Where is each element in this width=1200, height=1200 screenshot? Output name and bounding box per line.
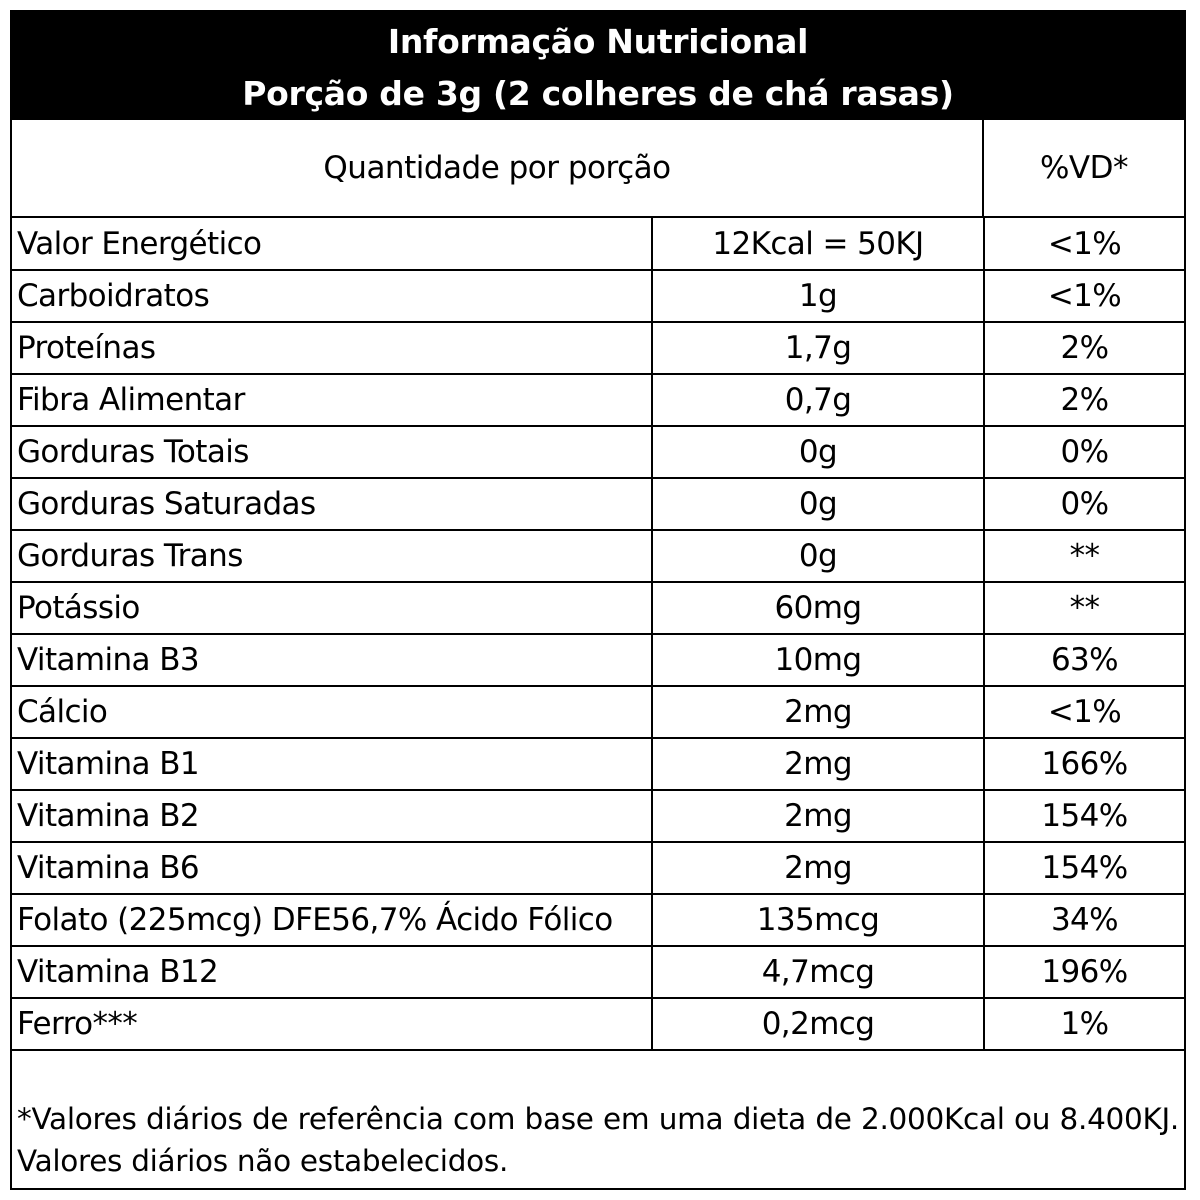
nutrient-amount: 2mg: [652, 842, 984, 894]
table-row: [12, 946, 1184, 998]
serving-size: Porção de 3g (2 colheres de chá rasas): [242, 74, 954, 113]
nutrient-name: Vitamina B3: [12, 634, 652, 686]
nutrient-daily-value: <1%: [984, 270, 1184, 322]
nutrient-daily-value: <1%: [984, 218, 1184, 270]
table-row: [12, 686, 1184, 738]
table-row: [12, 894, 1184, 946]
nutrient-name: Vitamina B1: [12, 738, 652, 790]
nutrient-daily-value: 0%: [984, 478, 1184, 530]
nutrient-name: Vitamina B2: [12, 790, 652, 842]
footnote: *Valores diários de referência com base em uma dieta de 2.000Kcal ou 8.400KJ. Valores diários não estabelecidos.: [17, 1102, 1179, 1178]
table-row: [12, 374, 1184, 426]
table-row: [12, 426, 1184, 478]
daily-value-header: %VD*: [1039, 150, 1129, 186]
nutrient-amount: 1,7g: [652, 322, 984, 374]
nutrient-name: Gorduras Saturadas: [12, 478, 652, 530]
nutrient-amount: 12Kcal = 50KJ: [652, 218, 984, 270]
nutrient-name: Potássio: [12, 582, 652, 634]
nutrient-amount: 1g: [652, 270, 984, 322]
nutrient-name: Vitamina B12: [12, 946, 652, 998]
label-title: Informação Nutricional: [387, 22, 809, 61]
label-header: [12, 12, 1184, 120]
nutrient-name: Vitamina B6: [12, 842, 652, 894]
nutrient-daily-value: 196%: [984, 946, 1184, 998]
nutrient-name: Gorduras Trans: [12, 530, 652, 582]
nutrient-amount: 2mg: [652, 790, 984, 842]
nutrient-name: Carboidratos: [12, 270, 652, 322]
nutrient-daily-value: 166%: [984, 738, 1184, 790]
nutrient-name: Gorduras Totais: [12, 426, 652, 478]
nutrient-daily-value: 63%: [984, 634, 1184, 686]
nutrient-amount: 60mg: [652, 582, 984, 634]
nutrient-daily-value: 154%: [984, 790, 1184, 842]
table-row: [12, 998, 1184, 1050]
table-row: [12, 270, 1184, 322]
nutrient-daily-value: 2%: [984, 322, 1184, 374]
table-row: [12, 582, 1184, 634]
nutrient-amount: 4,7mcg: [652, 946, 984, 998]
nutrient-name: Folato (225mcg) DFE56,7% Ácido Fólico: [12, 894, 652, 946]
nutrition-facts-label: [10, 10, 1186, 1190]
nutrient-daily-value: **: [984, 530, 1184, 582]
table-row: [12, 530, 1184, 582]
nutrient-daily-value: <1%: [984, 686, 1184, 738]
nutrient-daily-value: 2%: [984, 374, 1184, 426]
nutrient-name: Ferro***: [12, 998, 652, 1050]
table-row: [12, 790, 1184, 842]
nutrient-daily-value: 1%: [984, 998, 1184, 1050]
nutrient-amount: 10mg: [652, 634, 984, 686]
nutrient-daily-value: 154%: [984, 842, 1184, 894]
table-row: [12, 478, 1184, 530]
table-row: [12, 842, 1184, 894]
nutrient-name: Fibra Alimentar: [12, 374, 652, 426]
nutrient-table: [12, 218, 1184, 1051]
nutrient-amount: 0,2mcg: [652, 998, 984, 1050]
column-header-row: [12, 120, 1184, 218]
table-row: [12, 634, 1184, 686]
quantity-per-serving-header: Quantidade por porção: [12, 120, 984, 216]
table-row: [12, 218, 1184, 270]
nutrient-amount: 2mg: [652, 686, 984, 738]
nutrient-amount: 135mcg: [652, 894, 984, 946]
nutrient-amount: 0g: [652, 478, 984, 530]
nutrient-amount: 0g: [652, 530, 984, 582]
nutrient-amount: 2mg: [652, 738, 984, 790]
nutrient-daily-value: 0%: [984, 426, 1184, 478]
table-row: [12, 738, 1184, 790]
nutrient-amount: 0,7g: [652, 374, 984, 426]
nutrient-daily-value: **: [984, 582, 1184, 634]
nutrient-name: Valor Energético: [12, 218, 652, 270]
nutrient-name: Proteínas: [12, 322, 652, 374]
nutrient-name: Cálcio: [12, 686, 652, 738]
nutrient-amount: 0g: [652, 426, 984, 478]
nutrient-daily-value: 34%: [984, 894, 1184, 946]
table-row: [12, 322, 1184, 374]
